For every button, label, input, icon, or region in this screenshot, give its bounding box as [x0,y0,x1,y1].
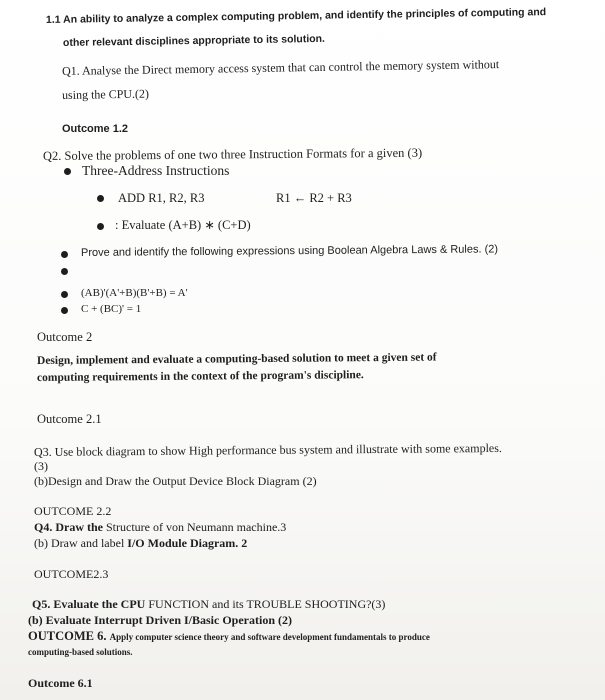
q5-line [32,596,385,612]
prove-instruction: Prove and identify the following expressions using Boolean Algebra Laws & Rules. (2) [80,243,499,259]
q4-line [34,519,286,535]
three-address-label: Three-Address Instructions [82,163,230,178]
outcome-2-3-title: OUTCOME2.3 [34,567,109,581]
outcome-6-line [28,628,430,645]
bullet-dot [61,291,68,298]
bullet-dot [61,251,68,258]
q3-line2: (3) [34,459,48,473]
bullet-dot [97,195,104,202]
q4-b-pre: (b) Draw and label [34,536,128,550]
section-1-1-heading-line1: 1.1 An ability to analyze a complex computing problem, and identify the principles of computing and [45,6,547,26]
bullet-dot [64,168,71,175]
outcome-2-2-title: OUTCOME 2.2 [34,504,112,518]
outcome-2-title: Outcome 2 [37,330,93,344]
q4-part-b [34,535,247,551]
outcome-2-line1: Design, implement and evaluate a computing-based solution to meet a given set of [36,351,437,367]
outcome-6-line1: Apply computer science theory and software development fundamentals to produce [109,632,430,642]
outcome-2-1-title: Outcome 2.1 [37,412,102,426]
q1-line1: Q1. Analyse the Direct memory access system that can control the memory system without [61,57,500,78]
boolean-expr-1: (AB)'(A'+B)(B'+B) = A' [81,287,188,299]
q5-rest: FUNCTION and its TROUBLE SHOOTING?(3) [145,597,386,611]
bullet-dot [61,268,68,275]
q1-line2: using the CPU.(2) [61,86,150,102]
q5-part-b: (b) Evaluate Interrupt Driven I/Basic Operation (2) [28,613,292,627]
boolean-expr-2: C + (BC)' = 1 [81,303,142,315]
outcome-6-title: OUTCOME 6. [28,629,107,643]
outcome-1-2-title: Outcome 1.2 [62,123,129,135]
q2-text: Q2. Solve the problems of one two three Instruction Formats for a given (3) [42,145,423,163]
bullet-dot [61,307,68,314]
outcome-6-1-title: Outcome 6.1 [28,676,93,690]
q4-bold: Q4. Draw the [34,520,103,534]
add-transfer: R1 ← R2 + R3 [276,191,352,205]
evaluate-expression: : Evaluate (A+B) ∗ (C+D) [115,218,251,232]
section-1-1-heading-line2: other relevant disciplines appropriate to its solution. [62,32,326,49]
q3-part-b: (b)Design and Draw the Output Device Block Diagram (2) [34,474,317,488]
q4-rest: Structure of von Neumann machine.3 [103,520,287,534]
bullet-dot [97,223,104,230]
q5-bold: Q5. Evaluate the CPU [32,597,146,611]
outcome-2-line2: computing requirements in the context of the program's discipline. [36,369,364,384]
outcome-6-line2: computing-based solutions. [28,647,133,657]
q3-line1: Q3. Use block diagram to show High performance bus system and illustrate with some examples. [33,440,502,459]
add-instruction: ADD R1, R2, R3 [118,191,205,205]
q4-b-bold: I/O Module Diagram. 2 [127,536,248,550]
